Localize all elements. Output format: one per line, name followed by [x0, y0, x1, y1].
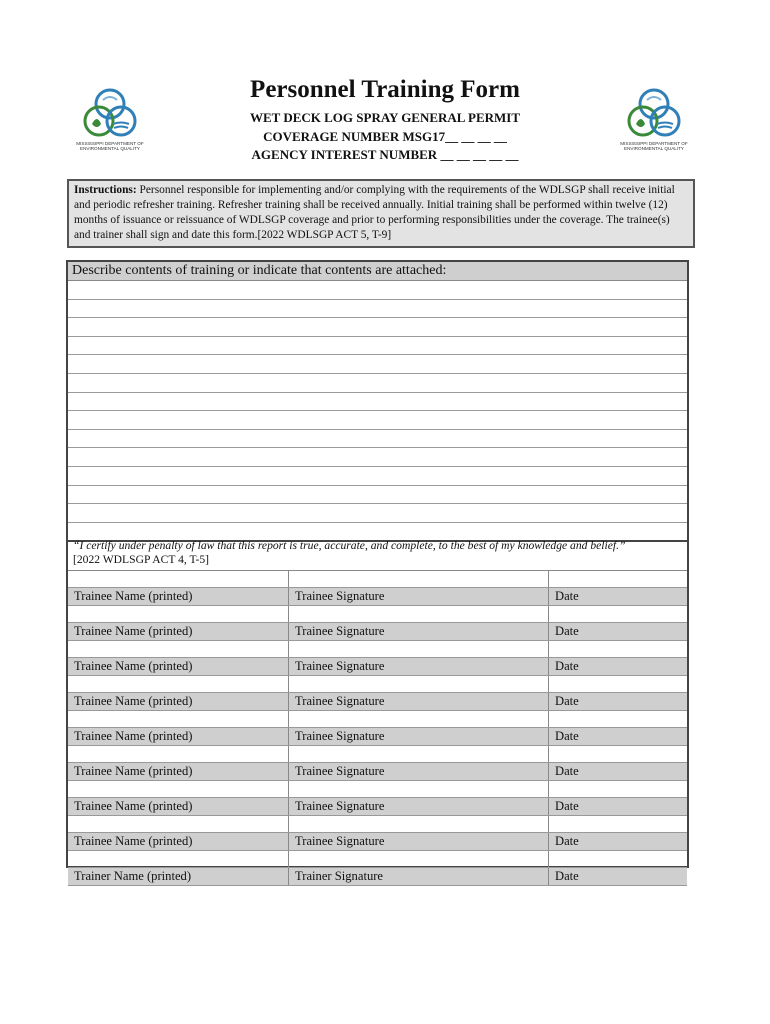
signature-entry-field[interactable] [289, 746, 549, 762]
certification-table [66, 538, 689, 883]
name-entry-field[interactable] [68, 781, 289, 797]
contents-entry-line[interactable] [68, 504, 687, 523]
signature-entry-row [68, 606, 687, 623]
date-label: Date [555, 764, 579, 778]
signature-entry-row [68, 851, 687, 868]
date-entry-field[interactable] [549, 641, 687, 657]
permit-name: WET DECK LOG SPRAY GENERAL PERMIT [249, 110, 521, 125]
contents-entry-line[interactable] [68, 374, 687, 393]
signature-entry-row [68, 571, 687, 588]
signature-label: Trainee Signature [289, 658, 549, 675]
contents-entry-line[interactable] [68, 486, 687, 505]
date-entry-field[interactable] [549, 781, 687, 797]
date-label: Date [555, 834, 579, 848]
signature-entry-field[interactable] [289, 711, 549, 727]
signature-label-row [68, 588, 687, 606]
date-label: Date [555, 589, 579, 603]
signature-label-row [68, 658, 687, 676]
name-entry-field[interactable] [68, 606, 289, 622]
date-entry-field[interactable] [549, 816, 687, 832]
signature-entry-field[interactable] [289, 676, 549, 692]
date-entry-field[interactable] [549, 571, 687, 587]
date-entry-field[interactable] [549, 676, 687, 692]
date-label: Date [555, 624, 579, 638]
name-label: Trainee Name (printed) [68, 763, 289, 780]
instructions-label: Instructions: [74, 184, 137, 196]
name-label: Trainee Name (printed) [68, 588, 289, 605]
contents-entry-line[interactable] [68, 355, 687, 374]
name-label: Trainer Name (printed) [68, 868, 289, 885]
form-title: Personnel Training Form [250, 76, 520, 103]
signature-rows [68, 571, 687, 886]
signature-label: Trainee Signature [289, 623, 549, 640]
name-entry-field[interactable] [68, 851, 289, 867]
date-label: Date [555, 729, 579, 743]
certification-text: “I certify under penalty of law that this report is true, accurate, and complete, to the best of my knowledge and belief.” [73, 539, 626, 552]
signature-label-row [68, 623, 687, 641]
name-label: Trainee Name (printed) [68, 693, 289, 710]
name-entry-field[interactable] [68, 816, 289, 832]
contents-entry-line[interactable] [68, 300, 687, 319]
signature-label-row [68, 868, 687, 886]
certification-statement [68, 538, 687, 571]
signature-label: Trainee Signature [289, 763, 549, 780]
signature-label: Trainee Signature [289, 693, 549, 710]
coverage-number: COVERAGE NUMBER MSG17__ __ __ __ [263, 129, 507, 144]
signature-entry-row [68, 676, 687, 693]
instructions-box [67, 179, 695, 248]
agency-interest-number: AGENCY INTEREST NUMBER __ __ __ __ __ [251, 147, 519, 162]
name-label: Trainee Name (printed) [68, 798, 289, 815]
contents-entry-line[interactable] [68, 337, 687, 356]
signature-entry-row [68, 746, 687, 763]
signature-label-row [68, 833, 687, 851]
training-contents-heading: Describe contents of training or indicate that contents are attached: [68, 262, 687, 281]
signature-label: Trainee Signature [289, 588, 549, 605]
signature-entry-field[interactable] [289, 641, 549, 657]
signature-entry-field[interactable] [289, 851, 549, 867]
name-entry-field[interactable] [68, 571, 289, 587]
logo-caption: MISSISSIPPI DEPARTMENT OF ENVIRONMENTAL QUALITY [620, 141, 688, 151]
name-label: Trainee Name (printed) [68, 623, 289, 640]
signature-label-row [68, 693, 687, 711]
name-label: Trainee Name (printed) [68, 833, 289, 850]
signature-entry-row [68, 781, 687, 798]
certification-citation: [2022 WDLSGP ACT 4, T-5] [73, 553, 210, 566]
name-entry-field[interactable] [68, 641, 289, 657]
date-label: Date [555, 694, 579, 708]
signature-label: Trainee Signature [289, 728, 549, 745]
date-entry-field[interactable] [549, 606, 687, 622]
contents-entry-line[interactable] [68, 281, 687, 300]
contents-entry-line[interactable] [68, 318, 687, 337]
name-label: Trainee Name (printed) [68, 658, 289, 675]
signature-entry-row [68, 816, 687, 833]
signature-label: Trainee Signature [289, 798, 549, 815]
signature-entry-field[interactable] [289, 571, 549, 587]
signature-entry-field[interactable] [289, 781, 549, 797]
signature-entry-field[interactable] [289, 606, 549, 622]
signature-label-row [68, 763, 687, 781]
signature-label-row [68, 728, 687, 746]
signature-entry-field[interactable] [289, 816, 549, 832]
logo-caption: MISSISSIPPI DEPARTMENT OF ENVIRONMENTAL QUALITY [76, 141, 144, 151]
signature-label: Trainer Signature [289, 868, 549, 885]
signature-label-row [68, 798, 687, 816]
contents-entry-line[interactable] [68, 430, 687, 449]
date-entry-field[interactable] [549, 711, 687, 727]
contents-entry-line[interactable] [68, 467, 687, 486]
date-entry-field[interactable] [549, 851, 687, 867]
signature-entry-row [68, 711, 687, 728]
name-entry-field[interactable] [68, 676, 289, 692]
instructions-text: Personnel responsible for implementing and/or complying with the requirements of the WDLSGP shall receive initial and periodic refresher training. Refresher training shall be received annually. Initial training shall be performed within twelve (12) months of issuance or reissuance of WDLSGP coverage and prior to performing responsibilities under the coverage. The trainee(s) and trainer shall sign and date this form.[2022 WDLSGP ACT 5, T-9] [74, 184, 675, 241]
date-label: Date [555, 799, 579, 813]
date-label: Date [555, 869, 579, 883]
date-entry-field[interactable] [549, 746, 687, 762]
date-label: Date [555, 659, 579, 673]
signature-entry-row [68, 641, 687, 658]
contents-entry-line[interactable] [68, 393, 687, 412]
name-label: Trainee Name (printed) [68, 728, 289, 745]
training-contents-table [66, 260, 689, 542]
name-entry-field[interactable] [68, 711, 289, 727]
contents-entry-line[interactable] [68, 411, 687, 430]
signature-label: Trainee Signature [289, 833, 549, 850]
name-entry-field[interactable] [68, 746, 289, 762]
contents-entry-line[interactable] [68, 448, 687, 467]
